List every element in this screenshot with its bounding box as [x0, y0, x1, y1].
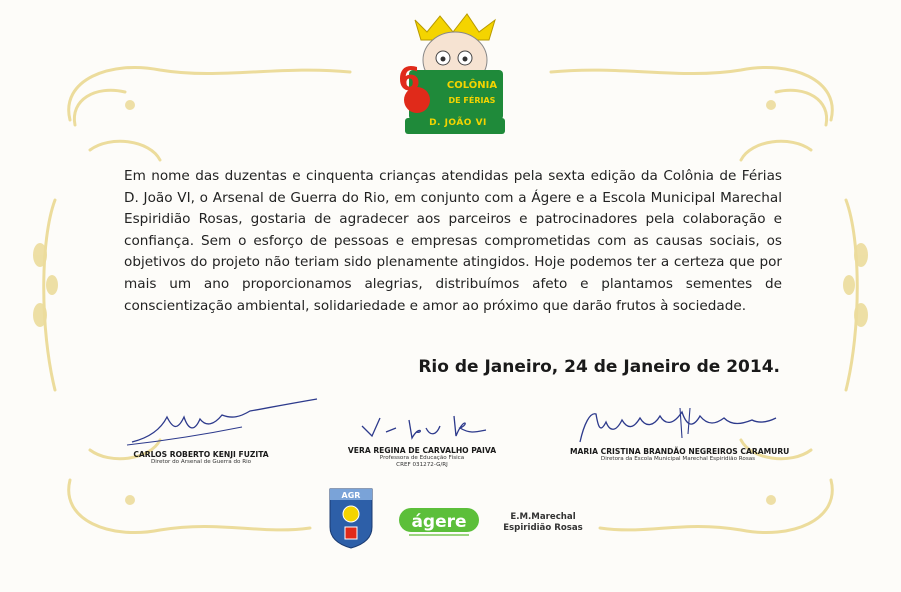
signatory-3-name: MARIA CRISTINA BRANDÃO NEGREIROS CARAMURU [570, 447, 790, 456]
signatory-1-role: Diretor do Arsenal de Guerra do Rio [150, 459, 252, 465]
agere-logo-text: ágere [411, 512, 467, 532]
signatory-1-name: CARLOS ROBERTO KENJI FUZITA [133, 450, 269, 459]
letter-body: Em nome das duzentas e cinquenta crianças atendidas pela sexta edição da Colônia de Férias D. João VI, o Arsenal de Guerra do Rio, em conjunto com a Ágere e a Escola Municipal Marechal Espiridião Rosas, gostaria de agradecer aos parceiros e patrocinadores pela colaboração e confiança. Sem o esforço de pessoas e empresas comprometidas com as causas sociais, os objetivos do projeto não teriam sido plenamente atingidos. Hoje podemos ter a certeza que por mais um ano proporcionamos alegrias, distribuímos afeto e plantamos sementes de conscientização ambiental, solidariedade e amor ao próximo que darão frutos à sociedade. [124, 168, 782, 314]
signature-block-2 [344, 406, 500, 469]
handwritten-signature-1 [122, 397, 322, 447]
school-name-line-1: E.M.Marechal [510, 512, 576, 522]
letter-date: Rio de Janeiro, 24 de Janeiro de 2014. [418, 357, 780, 377]
agr-crest-logo [328, 487, 374, 549]
logo-edition-number: 6 [398, 60, 421, 98]
agere-logo [399, 506, 479, 538]
agr-logo-text: AGR [341, 491, 361, 500]
signatory-2-registration: CREF 031272-G/RJ [396, 462, 448, 468]
signatory-3-role: Diretora da Escola Municipal Marechal Espiridião Rosas [600, 456, 756, 462]
signatory-2-role: Professora de Educação Física [379, 455, 465, 461]
school-name-logo [493, 512, 593, 534]
logo-line-2: DE FÉRIAS [448, 96, 496, 105]
signature-block-1 [112, 397, 290, 466]
school-name-line-2: Espiridião Rosas [503, 523, 583, 533]
signature-block-3 [570, 404, 790, 463]
handwritten-signature-3 [570, 404, 786, 446]
logo-line-3: D. JOÃO VI [429, 118, 487, 128]
handwritten-signature-2 [354, 406, 494, 442]
logo-line-1: COLÔNIA [446, 80, 498, 91]
signatory-2-name: VERA REGINA DE CARVALHO PAIVA [347, 446, 497, 455]
